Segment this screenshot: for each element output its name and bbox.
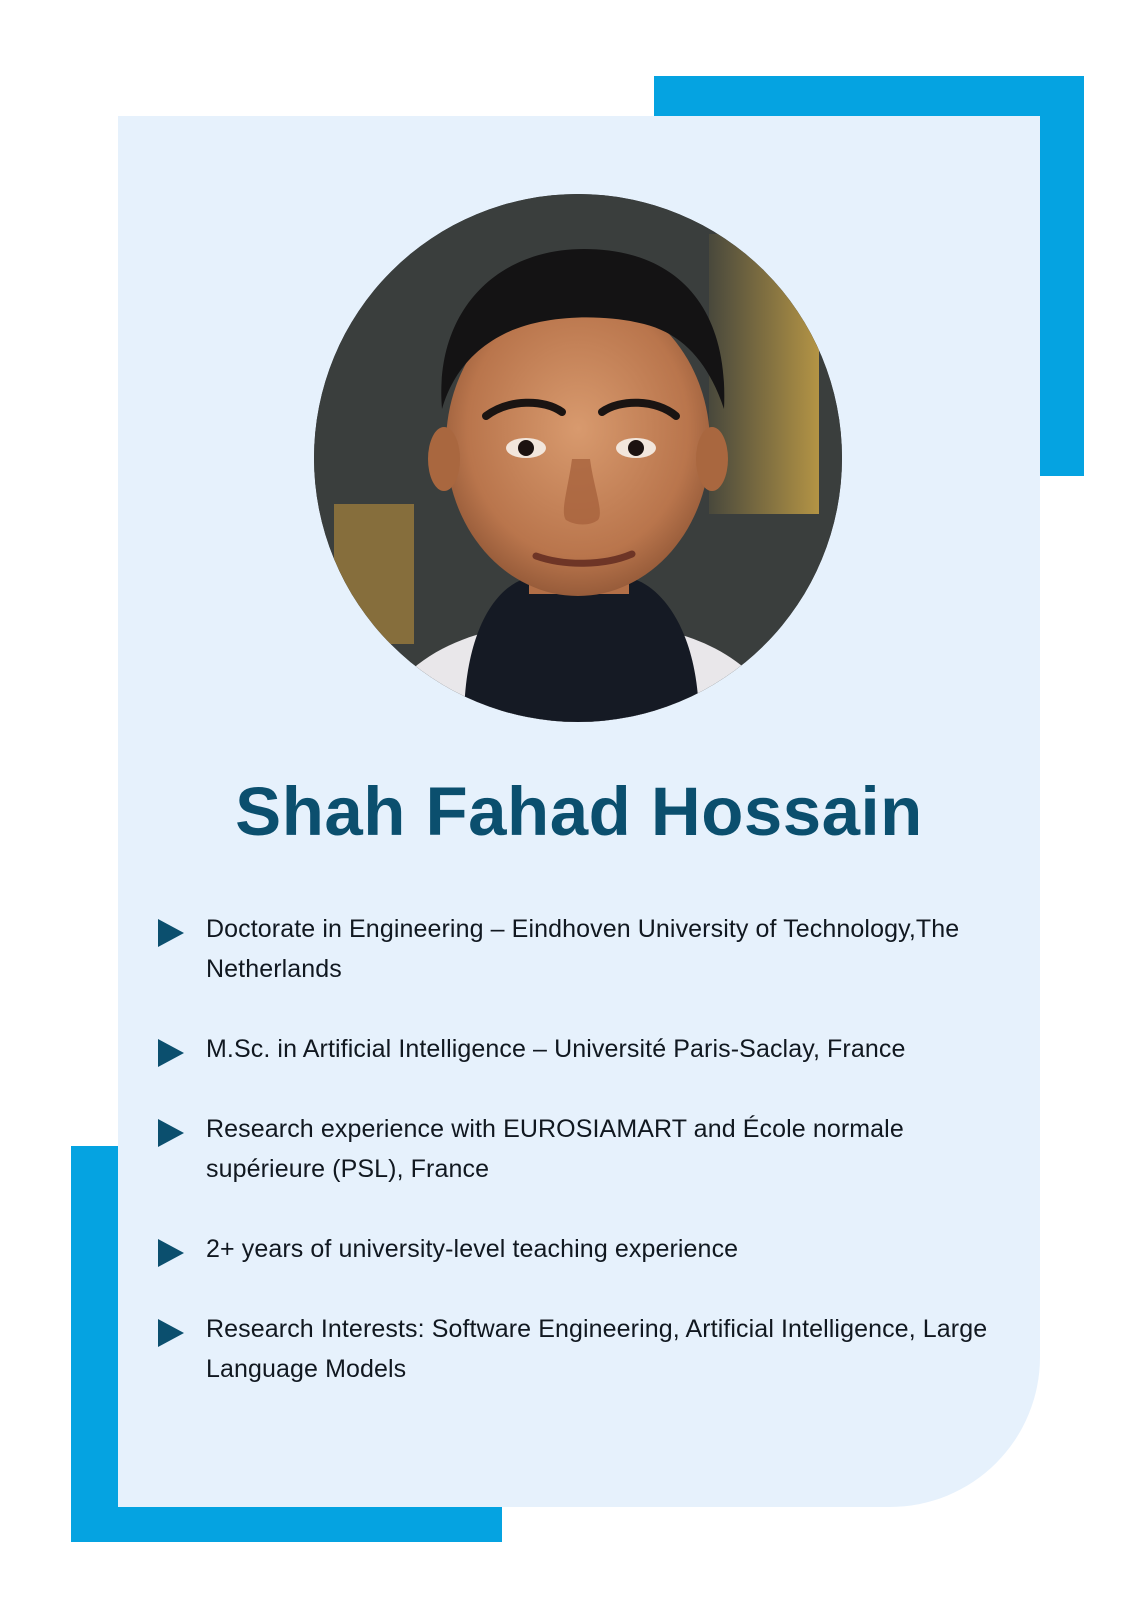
list-item xyxy=(156,1029,1026,1069)
profile-name: Shah Fahad Hossain xyxy=(235,773,923,850)
triangle-bullet-icon xyxy=(158,919,184,947)
list-item-text: M.Sc. in Artificial Intelligence – Université Paris-Saclay, France xyxy=(206,1035,906,1063)
list-item xyxy=(156,1309,1026,1389)
portrait-illustration xyxy=(314,194,842,722)
profile-card xyxy=(118,116,1040,1507)
list-item-text: Research experience with EUROSIAMART and École normale supérieure (PSL), France xyxy=(206,1115,904,1183)
list-item-text: Doctorate in Engineering – Eindhoven University of Technology,The Netherlands xyxy=(206,915,960,983)
list-item xyxy=(156,909,1026,989)
list-item-text: Research Interests: Software Engineering, Artificial Intelligence, Large Language Models xyxy=(206,1315,988,1383)
list-item-text: 2+ years of university-level teaching experience xyxy=(206,1235,739,1263)
list-item xyxy=(156,1229,1026,1269)
qualification-list xyxy=(156,909,1026,1429)
triangle-bullet-icon xyxy=(158,1119,184,1147)
triangle-bullet-icon xyxy=(158,1319,184,1347)
portrait-photo xyxy=(314,194,842,722)
list-item xyxy=(156,1109,1026,1189)
triangle-bullet-icon xyxy=(158,1039,184,1067)
triangle-bullet-icon xyxy=(158,1239,184,1267)
